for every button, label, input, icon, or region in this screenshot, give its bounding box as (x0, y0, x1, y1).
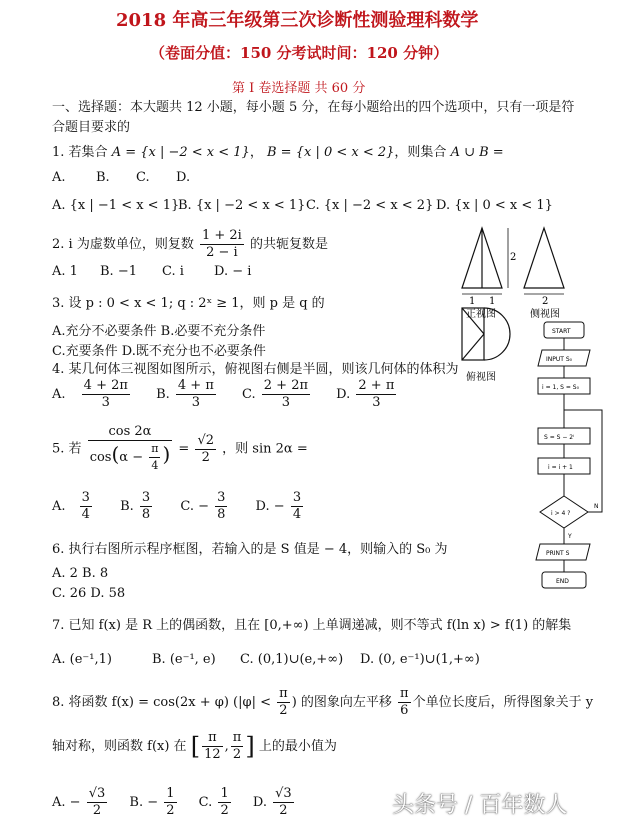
q5-b-den: 8 (141, 507, 151, 522)
flow-start: START (552, 328, 571, 335)
side-width-label: 2 (542, 296, 549, 307)
q8-b-den: 2 (166, 803, 175, 818)
q7-option-b: B. (e⁻¹, e) (152, 652, 216, 667)
flow-input: INPUT S₀ (546, 356, 573, 363)
q5-c-den: 8 (217, 507, 226, 522)
front-view (462, 228, 508, 294)
q8-c-num: 1 (220, 786, 229, 801)
q8-pi: π (279, 686, 288, 701)
q5-option-a-label: A. (52, 499, 66, 514)
q4-option-d (356, 378, 396, 411)
q7-option-c: C. (0,1)∪(e,+∞) (240, 652, 344, 667)
front-width-right: 1 (489, 296, 496, 307)
q2-option-c: C. i (162, 264, 184, 279)
q5-text-2: ，则 sin 2α = (222, 441, 308, 457)
front-width-left: 1 (469, 296, 476, 307)
q2-option-a: A. 1 (52, 264, 78, 279)
question-5-stem: 5. 若 cos 2α cos(α − $\frac{\pi}{4}$ ) = $\frac{√2}{2}$ ，则 sin 2α = (52, 424, 308, 472)
q5-d-den: 4 (292, 507, 302, 522)
q4-d-den: 3 (372, 395, 381, 410)
q4-c-den: 3 (281, 395, 291, 410)
q8-line-2: 轴对称，则函数 f(x) 在 [ $\frac{\pi}{12}$ , $\frac{\pi}{2}$ ] 上的最小值为 (52, 730, 337, 762)
q4-a-num: 4 + 2π (83, 378, 128, 393)
question-6-stem: 6. 执行右图所示程序框图，若输入的是 S 值是 − 4，则输入的 S₀ 为 (52, 542, 448, 557)
top-view-label: 俯视图 (466, 372, 496, 383)
front-view-label: 正视图 (466, 309, 496, 320)
q8-int-a: π (202, 730, 223, 747)
flow-increment: i = i + 1 (548, 464, 573, 471)
q4-b-den: 3 (191, 395, 201, 410)
question-2-stem (52, 228, 328, 261)
q1-union: A ∪ B = (450, 145, 504, 160)
q8-option-d-label: D. (252, 795, 267, 810)
instruction-line-1: 一、选择题：本大题共 12 小题，每小题 5 分，在每小题给出的四个选项中，只有一项是符 (52, 100, 575, 115)
q8-int-b: 12 (204, 747, 221, 762)
q5-option-b (140, 490, 152, 523)
q8-a-den: 2 (92, 803, 102, 818)
q1-placeholder-d: D. (176, 170, 191, 185)
q5-option-c (215, 490, 227, 523)
q8-int-right (231, 730, 244, 763)
question-7-stem: 7. 已知 f(x) 是 R 上的偶函数，且在 [0,+∞) 上单调递减，则不等式 f(ln x) > f(1) 的解集 (52, 618, 572, 633)
q8-d-den: 2 (279, 803, 288, 818)
q8-b-num: 1 (166, 786, 175, 801)
q1-option-b: B. {x | −2 < x < 1} (178, 198, 306, 213)
q8-text-2: ) 的图象向左平移 (291, 695, 392, 710)
q4-d-num: 2 + π (358, 378, 395, 393)
q7-option-d: D. (0, e⁻¹)∪(1,+∞) (360, 652, 480, 667)
q4-option-a-label: A. (52, 387, 66, 402)
q5-main-fraction (88, 424, 173, 474)
flow-condition: i > 4 ? (551, 510, 571, 517)
q1-option-d: D. {x | 0 < x < 1} (436, 198, 553, 213)
q8-option-b (164, 786, 176, 819)
q5-a-num: 3 (81, 490, 90, 505)
flow-yes: Y (568, 533, 572, 540)
q5-a-den: 4 (81, 507, 90, 522)
q8-option-d (273, 786, 294, 819)
q5-den-pi-frac (149, 441, 160, 474)
flow-init: i = 1, S = S₀ (542, 384, 580, 391)
q1-placeholder-a: A. (52, 170, 66, 185)
q5-option-a (80, 490, 92, 523)
flow-end: END (556, 578, 569, 585)
flow-update: S = S − 2ⁱ (544, 434, 575, 441)
watermark: 头条号 / 百年数人 (392, 793, 568, 818)
q5-c-num: 3 (217, 490, 226, 505)
q8-int-c: π (232, 730, 242, 745)
q1-set-a: A = {x | −2 < x < 1} (111, 145, 250, 160)
q8-text-3: 个单位长度后，所得图象关于 y (412, 695, 594, 710)
q8-two: 2 (279, 703, 288, 718)
side-view-label: 侧视图 (530, 309, 560, 320)
flowchart (528, 318, 628, 598)
q3-options-line-2: C.充要条件 D.既不充分也不必要条件 (52, 344, 266, 359)
q3-options-line-1: A.充分不必要条件 B.必要不充分条件 (52, 324, 266, 339)
q4-option-b-label: B. (156, 387, 170, 402)
q8-option-c-label: C. (198, 795, 213, 810)
q5-option-b-label: B. (120, 499, 134, 514)
q4-option-a (82, 378, 130, 411)
q2-numerator: 1 + 2i (201, 228, 242, 243)
front-height-label: 2 (510, 252, 517, 263)
q2-fraction (200, 228, 244, 261)
flow-print: PRINT S (546, 550, 570, 557)
q8-option-b-label: B. − (129, 795, 159, 810)
q8-options (52, 786, 296, 819)
q5-option-c-label: C. − (180, 499, 209, 514)
q6-options-line-1: A. 2 B. 8 (52, 566, 109, 581)
q4-option-d-label: D. (336, 387, 351, 402)
q5-option-d (291, 490, 303, 523)
q2-text-2: 的共轭复数是 (249, 237, 328, 252)
q8-shift-pi: π (400, 686, 409, 701)
q4-option-c (262, 378, 310, 411)
q7-option-a: A. (e⁻¹,1) (52, 652, 112, 667)
q1-placeholder-b: B. (96, 170, 110, 185)
q5-den-pi: π (149, 441, 160, 458)
page-title: 2018 年高三年级第三次诊断性测验理科数学 (116, 10, 479, 31)
q8-text-4: 轴对称，则函数 f(x) 在 (52, 739, 187, 754)
q5-den-four: 4 (151, 459, 159, 472)
q4-options (52, 378, 398, 411)
q8-option-a (87, 786, 108, 819)
q8-a-num: √3 (88, 786, 106, 801)
q1-option-a: A. {x | −1 < x < 1} (52, 198, 180, 213)
q8-text-5: 上的最小值为 (258, 739, 337, 754)
q5-den-alpha: α − (119, 450, 144, 465)
q4-b-num: 4 + π (177, 378, 214, 393)
q8-option-a-label: A. − (52, 795, 81, 810)
side-view (524, 228, 564, 294)
q8-text: 8. 将函数 f(x) = cos(2x + φ) (|φ| < (52, 695, 271, 710)
q5-rhs-den: 2 (201, 449, 210, 465)
section-heading: 第 I 卷选择题 共 60 分 (232, 81, 366, 96)
q8-int-left (202, 730, 223, 763)
q8-shift (398, 686, 411, 719)
q5-d-num: 3 (292, 490, 302, 505)
q2-denominator: 2 − i (206, 245, 238, 260)
q8-d-num: √3 (275, 786, 292, 801)
q8-option-c (218, 786, 230, 819)
question-4-stem: 4. 某几何体三视图如图所示，俯视图右侧是半圆，则该几何体的体积为 (52, 362, 459, 377)
page-subtitle: （卷面分值：150 分考试时间：120 分钟） (150, 44, 449, 62)
q2-option-b: B. −1 (100, 264, 137, 279)
q1-option-c: C. {x | −2 < x < 2} (306, 198, 434, 213)
question-3-stem: 3. 设 p : 0 < x < 1; q : 2ˣ ≥ 1，则 p 是 q 的 (52, 296, 325, 311)
q8-phi-bound (277, 686, 290, 719)
q5-b-num: 3 (141, 490, 151, 505)
flow-no: N (594, 503, 599, 510)
q5-text: 5. 若 (52, 441, 82, 457)
q5-denominator: cos(α − $\frac{\pi}{4}$ ) (89, 442, 171, 472)
q5-options (52, 490, 305, 523)
q2-option-d: D. − i (214, 264, 252, 279)
q5-numerator: cos 2α (88, 424, 173, 441)
q8-c-den: 2 (220, 803, 229, 818)
q4-option-c-label: C. (242, 387, 256, 402)
q5-option-d-label: D. − (255, 499, 285, 514)
q1-placeholder-c: C. (136, 170, 150, 185)
q1-set-b: B = {x | 0 < x < 2} (267, 145, 395, 160)
q4-c-num: 2 + 2π (263, 378, 309, 393)
q5-rhs-num: √2 (197, 432, 215, 448)
question-1-stem (52, 141, 504, 160)
q2-text: 2. i 为虚数单位，则复数 (52, 237, 194, 252)
q1-text-2: ，则集合 (394, 145, 447, 160)
question-8-stem (52, 686, 593, 719)
q1-sep: ， (249, 145, 263, 160)
q4-a-den: 3 (101, 395, 110, 410)
q8-int-d: 2 (232, 747, 242, 762)
q5-rhs-fraction (195, 433, 216, 466)
instruction-line-2: 合题目要求的 (52, 120, 131, 135)
q1-text: 1. 若集合 (52, 145, 108, 160)
q6-options-line-2: C. 26 D. 58 (52, 586, 126, 601)
q4-option-b (176, 378, 216, 411)
q5-den-cos: cos (89, 450, 112, 465)
q8-shift-six: 6 (400, 703, 409, 718)
